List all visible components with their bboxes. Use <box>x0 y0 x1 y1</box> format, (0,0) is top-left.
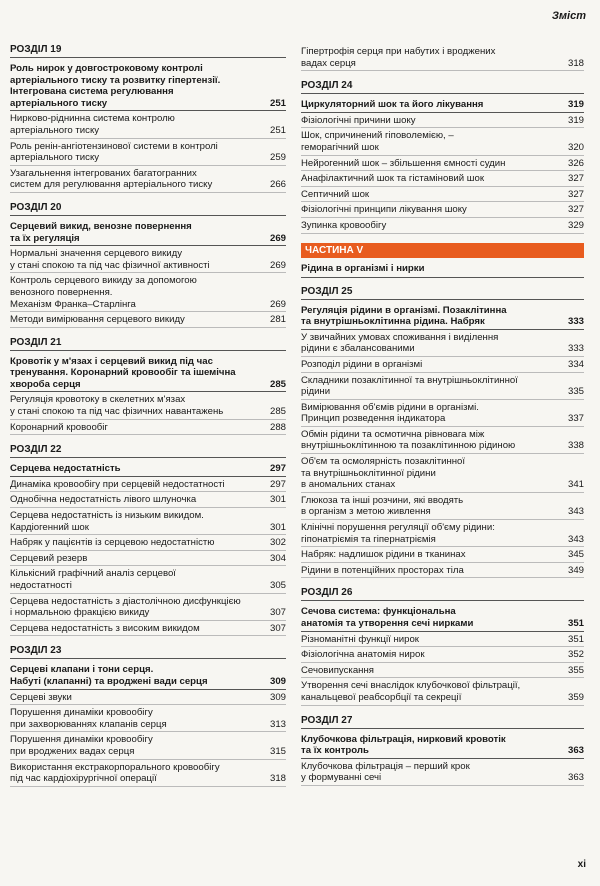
toc-entry <box>301 563 584 579</box>
entry-page-number: 269 <box>269 232 286 244</box>
entry-page-number: 343 <box>567 506 584 518</box>
entry-page-number: 269 <box>269 298 286 310</box>
entry-page-number: 327 <box>567 188 584 200</box>
entry-title: Однобічна недостатність лівого шлуночка <box>10 494 197 506</box>
toc-entry <box>10 273 286 312</box>
entry-title: Серцевий викид, венозне повернення та їх регуляція <box>10 220 192 244</box>
entry-title: Серцева недостатність із низьким викидом. Кардіогенний шок <box>10 510 204 533</box>
entry-page-number: 329 <box>567 219 584 231</box>
toc-entry <box>301 663 584 679</box>
chapter-title-entry <box>301 604 584 631</box>
chapter-heading: РОЗДІЛ 21 <box>10 337 286 351</box>
toc-entry <box>10 508 286 535</box>
toc-entry <box>10 166 286 193</box>
entry-page-number: 338 <box>567 440 584 452</box>
entry-page-number: 341 <box>567 479 584 491</box>
entry-title: Нирково-ріднинна система контролю артеріального тиску <box>10 113 175 136</box>
chapter-title-entry <box>10 61 286 111</box>
entry-title: Глюкоза та інші розчини, які вводять в організм з метою живлення <box>301 494 464 518</box>
entry-title: Рідини в потенційних просторах тіла <box>301 564 464 576</box>
chapter-section <box>10 44 286 193</box>
entry-title: Сечова система: функціональна анатомія та утворення сечі нирками <box>301 606 474 629</box>
entry-title: У звичайних умовах споживання і виділення рідини є збалансованими <box>301 331 499 355</box>
entry-page-number: 318 <box>567 57 584 69</box>
toc-entry <box>301 373 584 400</box>
toc-entry <box>301 647 584 663</box>
entry-title: Об'єм та осмолярність позаклітинної та внутрішньоклітинної рідини в аномальних станах <box>301 456 466 491</box>
entry-page-number: 259 <box>269 152 286 164</box>
entry-page-number: 326 <box>567 157 584 169</box>
entry-title: Циркуляторний шок та його лікування <box>301 99 484 111</box>
entry-page-number: 318 <box>269 773 286 785</box>
entry-title: Роль ренін-ангіотензинової системи в контролі артеріального тиску <box>10 140 218 164</box>
entry-page-number: 319 <box>567 99 584 111</box>
entry-title: Вимірювання об'ємів рідини в організмі. Принцип розведення індикатора <box>301 401 479 425</box>
entry-page-number: 337 <box>567 413 584 425</box>
toc-entry <box>301 547 584 563</box>
entry-page-number: 335 <box>567 386 584 398</box>
entry-page-number: 281 <box>269 314 286 326</box>
entry-page-number: 301 <box>269 494 286 506</box>
toc-entry <box>10 594 286 621</box>
continued-entries <box>301 44 584 71</box>
entry-page-number: 334 <box>567 358 584 370</box>
chapter-section <box>10 202 286 328</box>
toc-entry <box>301 632 584 648</box>
right-column <box>301 44 584 795</box>
entry-title: Серцева недостатність <box>10 463 121 475</box>
chapter-title-entry <box>301 732 584 759</box>
entry-page-number: 307 <box>269 607 286 619</box>
chapter-heading: РОЗДІЛ 23 <box>10 645 286 659</box>
entry-page-number: 333 <box>567 316 584 328</box>
entry-page-number: 343 <box>567 533 584 545</box>
entry-title: Розподіл рідини в організмі <box>301 358 423 370</box>
toc-entry <box>10 392 286 419</box>
entry-page-number: 297 <box>269 463 286 475</box>
entry-title: Серцеві звуки <box>10 691 72 703</box>
entry-title: Кровотік у м'язах і серцевий викид під час тренування. Коронарний кровообіг та ішемічна хвороба серця <box>10 355 236 390</box>
chapter-section <box>301 80 584 233</box>
chapter-section <box>301 715 584 786</box>
toc-entry <box>301 400 584 427</box>
entry-title: Клубочкова фільтрація – перший крок у формуванні сечі <box>301 760 470 784</box>
entry-page-number: 309 <box>269 675 286 687</box>
entry-title: Коронарний кровообіг <box>10 421 108 433</box>
entry-title: Шок, спричинений гіповолемією, – геморагічний шок <box>301 130 454 153</box>
toc-entry <box>10 551 286 567</box>
entry-page-number: 319 <box>567 114 584 126</box>
toc-entry <box>301 520 584 547</box>
toc-entry <box>301 44 584 71</box>
entry-page-number: 327 <box>567 173 584 185</box>
entry-title: Зупинка кровообігу <box>301 219 387 231</box>
chapter-heading: РОЗДІЛ 24 <box>301 80 584 94</box>
entry-title: Фізіологічні причини шоку <box>301 114 416 126</box>
part-heading <box>301 243 584 278</box>
toc-entry <box>10 111 286 138</box>
entry-page-number: 251 <box>269 124 286 136</box>
chapter-heading: РОЗДІЛ 19 <box>10 44 286 58</box>
entry-page-number: 363 <box>567 745 584 757</box>
entry-title: Гіпертрофія серця при набутих і вроджених вадах серця <box>301 46 496 69</box>
entry-title: Регуляція кровотоку в скелетних м'язах у стані спокою та під час фізичних навантажень <box>10 394 224 418</box>
entry-page-number: 327 <box>567 204 584 216</box>
entry-title: Порушення динаміки кровообігу при вроджених вадах серця <box>10 734 153 757</box>
entry-title: Різноманітні функції нирок <box>301 633 419 645</box>
entry-page-number: 349 <box>567 564 584 576</box>
entry-title: Використання екстракорпорального кровообігу під час кардіохірургічної операції <box>10 761 220 785</box>
toc-entry <box>301 156 584 172</box>
chapter-heading: РОЗДІЛ 22 <box>10 444 286 458</box>
entry-page-number: 288 <box>269 421 286 433</box>
toc-entry <box>301 427 584 454</box>
toc-entry <box>10 621 286 637</box>
part-label: ЧАСТИНА V <box>301 243 584 258</box>
entry-title: Порушення динаміки кровообігу при захворюваннях клапанів серця <box>10 707 167 730</box>
toc-entry <box>301 759 584 786</box>
toc-entry <box>10 566 286 593</box>
toc-entry <box>301 171 584 187</box>
entry-page-number: 351 <box>567 618 584 629</box>
entry-page-number: 297 <box>269 478 286 490</box>
entry-page-number: 313 <box>269 718 286 730</box>
chapter-section <box>10 444 286 636</box>
entry-title: Утворення сечі внаслідок клубочкової фільтрації, канальцевої реабсорбції та секреції <box>301 680 521 703</box>
entry-page-number: 307 <box>269 622 286 634</box>
entry-page-number: 302 <box>269 537 286 549</box>
toc-entry <box>10 705 286 732</box>
entry-title: Динаміка кровообігу при серцевій недостатності <box>10 478 225 490</box>
entry-title: Клубочкова фільтрація, нирковий кровотік та їх контроль <box>301 733 506 757</box>
entry-page-number: 355 <box>567 664 584 676</box>
entry-page-number: 301 <box>269 521 286 533</box>
entry-page-number: 320 <box>567 141 584 153</box>
entry-title: Кількісний графічний аналіз серцевої недостатності <box>10 568 176 591</box>
chapter-heading: РОЗДІЛ 26 <box>301 587 584 601</box>
entry-page-number: 345 <box>567 549 584 561</box>
toc-entry <box>301 202 584 218</box>
entry-title: Нейрогенний шок – збільшення ємності судин <box>301 157 506 169</box>
entry-title: Методи вимірювання серцевого викиду <box>10 314 185 326</box>
entry-title: Серцеві клапани і тони серця. Набуті (клапанні) та вроджені вади серця <box>10 664 208 687</box>
toc-entry <box>301 128 584 155</box>
chapter-title-entry <box>10 461 286 477</box>
entry-page-number: 359 <box>567 691 584 703</box>
entry-page-number: 305 <box>269 580 286 591</box>
toc-entry <box>301 113 584 129</box>
toc-entry <box>10 246 286 273</box>
entry-title: Клінічні порушення регуляції об'єму рідини: гіпонатріємія та гіпернатріємія <box>301 522 495 545</box>
running-header: Зміст <box>551 10 586 22</box>
entry-title: Регуляція рідини в організмі. Позаклітинна та внутрішньоклітинна рідина. Набряк <box>301 304 507 328</box>
toc-entry <box>10 732 286 759</box>
entry-page-number: 352 <box>567 649 584 661</box>
entry-title: Обмін рідини та осмотична рівновага між внутрішньоклітинною та позаклітинною рідиною <box>301 428 516 452</box>
entry-page-number: 269 <box>269 259 286 271</box>
chapter-title-entry <box>301 97 584 113</box>
entry-page-number: 251 <box>269 97 286 109</box>
toc-entry <box>301 218 584 234</box>
entry-page-number: 351 <box>567 633 584 645</box>
right-sections-before <box>301 80 584 233</box>
chapter-title-entry <box>10 662 286 689</box>
toc-entry <box>301 678 584 705</box>
entry-title: Роль нирок у довгостроковому контролі артеріального тиску та розвитку гіпертензії. Інтегрована система регулювання артеріального тиску <box>10 63 221 109</box>
chapter-section <box>10 645 286 786</box>
toc-entry <box>10 535 286 551</box>
entry-title: Серцева недостатність з діастолічною дисфункцією і нормальною фракцією викиду <box>10 595 241 619</box>
entry-title: Узагальнення інтегрованих багатогранних систем для регулювання артеріального тиску <box>10 167 213 191</box>
left-column <box>10 44 286 796</box>
toc-entry <box>10 420 286 436</box>
entry-title: Складники позаклітинної та внутрішньоклітинної рідини <box>301 374 518 398</box>
chapter-section <box>301 286 584 579</box>
entry-title: Набряк: надлишок рідини в тканинах <box>301 549 466 561</box>
entry-page-number: 315 <box>269 745 286 757</box>
entry-title: Фізіологічні принципи лікування шоку <box>301 204 467 216</box>
entry-page-number: 266 <box>269 179 286 191</box>
toc-entry <box>301 330 584 357</box>
chapter-title-entry <box>301 303 584 330</box>
toc-entry <box>301 187 584 203</box>
toc-entry <box>10 760 286 787</box>
entry-title: Контроль серцевого викиду за допомогою венозного повернення. Механізм Франка–Старлінга <box>10 275 197 310</box>
entry-title: Набряк у пацієнтів із серцевою недостатністю <box>10 537 215 549</box>
toc-entry <box>10 690 286 706</box>
entry-page-number: 285 <box>269 406 286 418</box>
part-title: Рідина в організмі і нирки <box>301 258 584 278</box>
chapter-title-entry <box>10 219 286 246</box>
right-sections-after <box>301 286 584 786</box>
chapter-section <box>301 587 584 705</box>
entry-title: Сечовипускання <box>301 664 374 676</box>
chapter-title-entry <box>10 354 286 393</box>
entry-title: Анафілактичний шок та гістаміновий шок <box>301 173 485 185</box>
toc-entry <box>301 493 584 520</box>
entry-title: Септичний шок <box>301 188 370 200</box>
chapter-section <box>10 337 286 436</box>
toc-entry <box>10 139 286 166</box>
chapter-heading: РОЗДІЛ 27 <box>301 715 584 729</box>
entry-page-number: 285 <box>269 378 286 390</box>
toc-entry <box>301 454 584 493</box>
toc-entry <box>10 477 286 493</box>
entry-title: Серцева недостатність з високим викидом <box>10 622 200 634</box>
toc-entry <box>10 492 286 508</box>
entry-page-number: 309 <box>269 691 286 703</box>
entry-page-number: 333 <box>567 343 584 355</box>
toc-entry <box>301 357 584 373</box>
chapter-heading: РОЗДІЛ 25 <box>301 286 584 300</box>
entry-page-number: 363 <box>567 772 584 784</box>
entry-page-number: 304 <box>269 552 286 564</box>
entry-title: Нормальні значення серцевого викиду у стані спокою та під час фізичної активності <box>10 248 210 271</box>
page-number: xi <box>577 859 586 870</box>
chapter-heading: РОЗДІЛ 20 <box>10 202 286 216</box>
toc-entry <box>10 312 286 328</box>
entry-title: Фізіологічна анатомія нирок <box>301 649 425 661</box>
entry-title: Серцевий резерв <box>10 552 88 564</box>
